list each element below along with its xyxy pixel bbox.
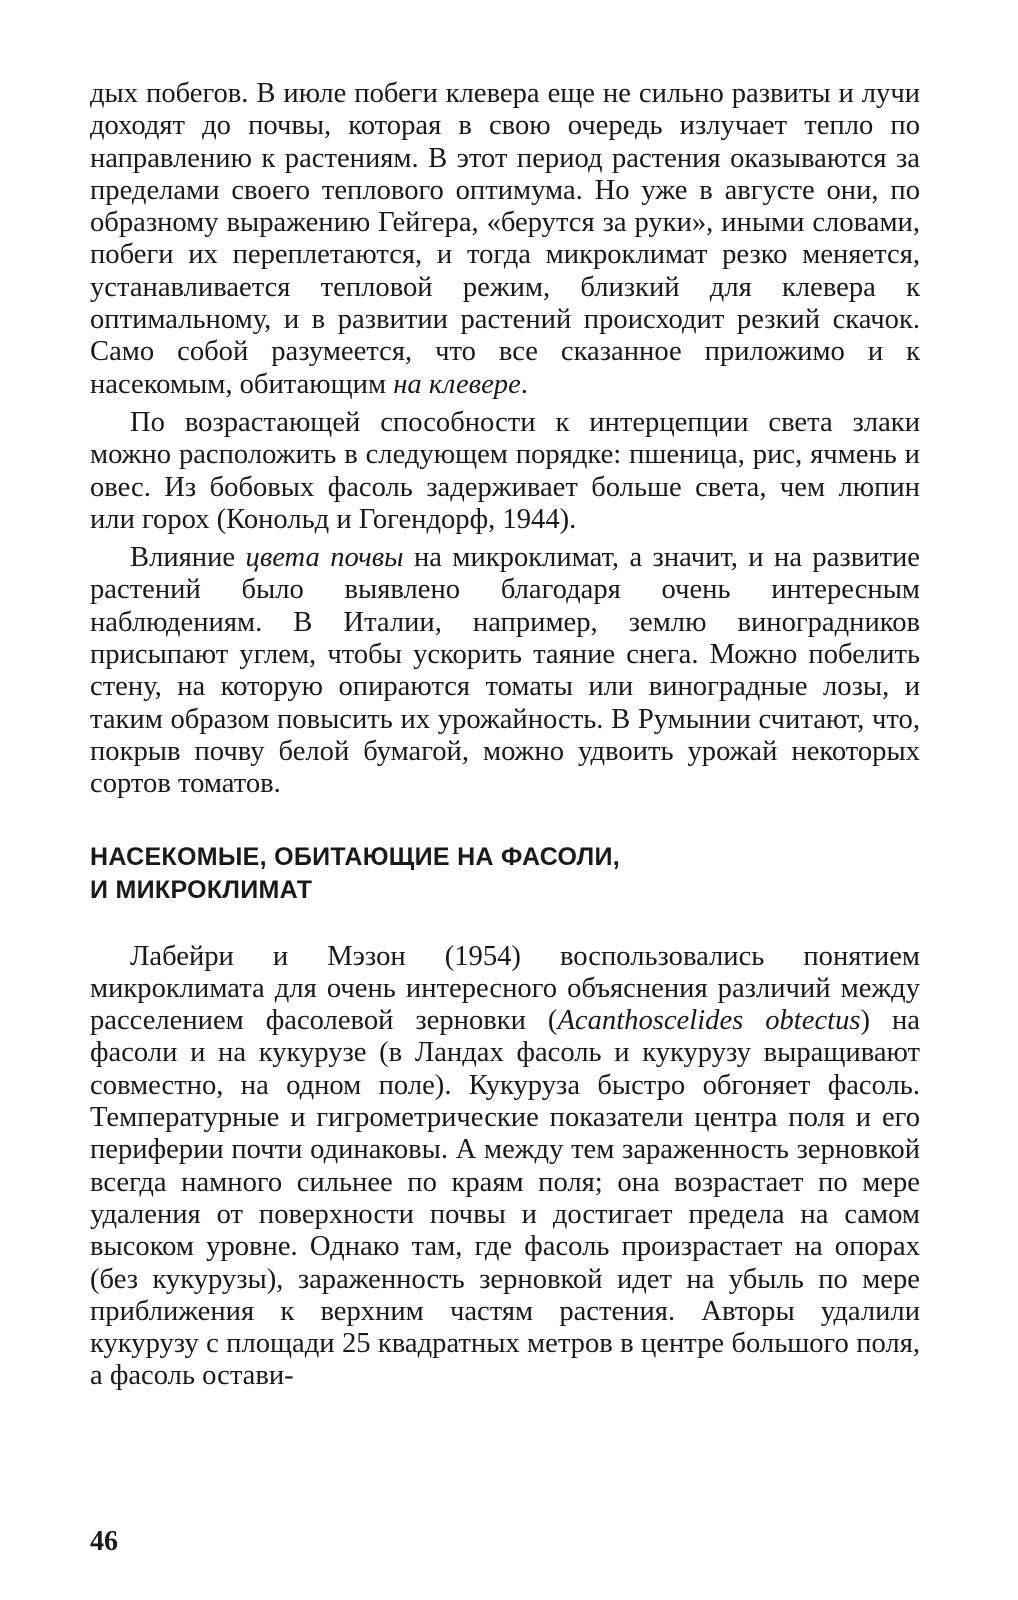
paragraph-text: Лабейри и Мэзон (1954) воспользовались понятием микроклимата для очень интересного объяснения различий между расселением фасолевой зерновки (	[90, 940, 920, 1037]
paragraph-italic-text: на клевере	[393, 368, 521, 400]
paragraph-soil-color	[90, 542, 920, 800]
page-body	[90, 78, 920, 1393]
paragraph-text: дых побегов. В июле побеги клевера еще не сильно развиты и лучи доходят до почвы, которая в свою очередь излучает тепло по направлению к растениям. В этот период растения оказываются за пределами своего теплового оптимума. Но уже в августе они, по образному выражению Гейгера, «берутся за руки», иными словами, побеги их переплетаются, и тогда микроклимат резко меняется, устанавливается тепловой режим, близкий для клевера к оптимальному, и в развитии растений происходит резкий скачок. Само собой разумеется, что все сказанное приложимо и к насекомым, обитающим	[90, 78, 920, 400]
paragraph-text: ) на фасоли и на кукурузе (в Ландах фасоль и кукурузу выращивают совместно, на одном поле). Кукуруза быстро обгоняет фасоль. Температурные и гигрометрические показатели центра поля и его периферии почти одинаковы. А между тем зараженность зерновкой всегда намного сильнее по краям поля; она возрастает по мере удаления от поверхности почвы и достигает предела на самом высоком уровне. Однако там, где фасоль произрастает на опорах (без кукурузы), зараженность зерновкой идет на убыль по мере приближения к верхним частям растения. Авторы удалили кукурузу с площади 25 квадратных метров в центре большого поля, а фасоль остави-	[90, 1005, 920, 1392]
section-heading	[90, 841, 920, 907]
paragraph-text: По возрастающей способности к интерцепции света злаки можно расположить в следующем порядке: пшеница, рис, ячмень и овес. Из бобовых фасоль задерживает больше света, чем люпин или горох (Конольд и Гогендорф, 1944).	[90, 406, 920, 535]
section-heading-line-2: И МИКРОКЛИМАТ	[90, 875, 313, 904]
section-heading-line-1: НАСЕКОМЫЕ, ОБИТАЮЩИЕ НА ФАСОЛИ,	[90, 842, 620, 871]
paragraph-light-interception	[90, 407, 920, 536]
paragraph-continuation	[90, 78, 920, 401]
paragraph-text: .	[520, 368, 528, 400]
page-number: 46	[90, 1526, 118, 1557]
paragraph-bean-weevil	[90, 941, 920, 1393]
paragraph-text: на микроклимат, а значит, и на развитие растений было выявлено благодаря очень интересным наблюдениям. В Италии, например, землю виноградников присыпают углем, чтобы ускорить таяние снега. Можно побелить стену, на которую опираются томаты или виноградные лозы, и таким образом повысить их урожайность. В Румынии считают, что, покрыв почву белой бумагой, можно удвоить урожай некоторых сортов томатов.	[90, 542, 920, 800]
paragraph-text: Влияние	[130, 542, 246, 574]
paragraph-italic-text: Acanthoscelides obtectus	[557, 1005, 861, 1037]
paragraph-italic-text: цвета почвы	[245, 542, 404, 574]
